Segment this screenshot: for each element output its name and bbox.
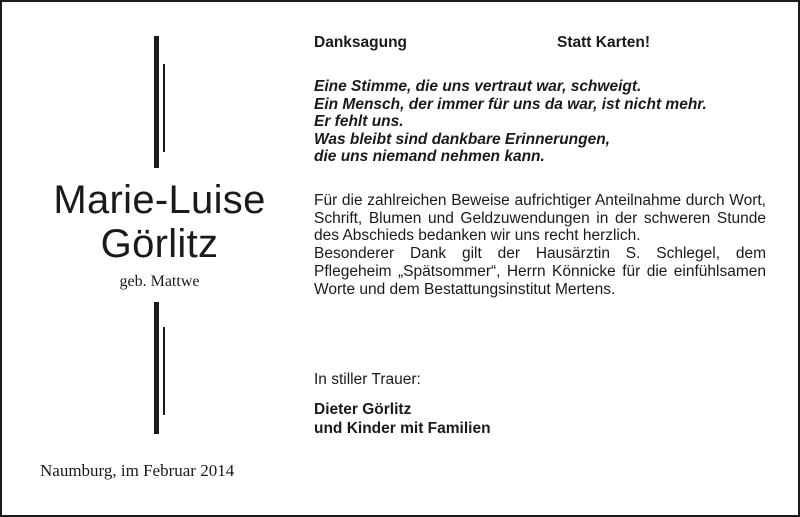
divider-bar-bottom-long — [154, 302, 159, 434]
divider-bar-bottom-short — [163, 327, 165, 415]
mourners — [314, 400, 766, 438]
header-danksagung: Danksagung — [314, 34, 408, 51]
thanks-paragraph-2: Besonderer Dank gilt der Hausärztin S. Schlegel, dem Pflegeheim „Spätsommer“, Herrn Könnicke für die einfühlsamen Worte und dem Bestattungsinstitut Mertens. — [314, 245, 766, 298]
thanks-paragraph-1: Für die zahlreichen Beweise aufrichtiger Anteilnahme durch Wort, Schrift, Blumen und Geldzuwendungen in der schweren Stunde des Abschieds bedanken wir uns recht herzlich. — [314, 192, 766, 245]
divider-bar-top-short — [163, 64, 165, 152]
poem-line: Was bleibt sind dankbare Erinnerungen, — [314, 130, 610, 148]
deceased-first-name: Marie-Luise — [53, 178, 266, 222]
deceased-last-name: Görlitz — [100, 222, 219, 266]
header-row — [314, 34, 766, 52]
poem-line: Ein Mensch, der immer für uns da war, ist nicht mehr. — [314, 95, 707, 113]
poem-line: Eine Stimme, die uns vertraut war, schweigt. — [314, 78, 642, 95]
header-statt-karten: Statt Karten! — [557, 34, 651, 51]
divider-bar-top-long — [154, 36, 159, 168]
mourning-intro: In stiller Trauer: — [314, 371, 421, 388]
poem — [314, 78, 766, 166]
mourner-family: und Kinder mit Familien — [314, 420, 491, 437]
mourner-name: Dieter Görlitz — [314, 401, 412, 418]
poem-line: Er fehlt uns. — [314, 113, 404, 130]
poem-line: die uns niemand nehmen kann. — [314, 148, 545, 165]
place-and-date: Naumburg, im Februar 2014 — [40, 461, 235, 480]
deceased-maiden-name: geb. Mattwe — [119, 273, 200, 290]
thanks-text — [314, 192, 766, 298]
